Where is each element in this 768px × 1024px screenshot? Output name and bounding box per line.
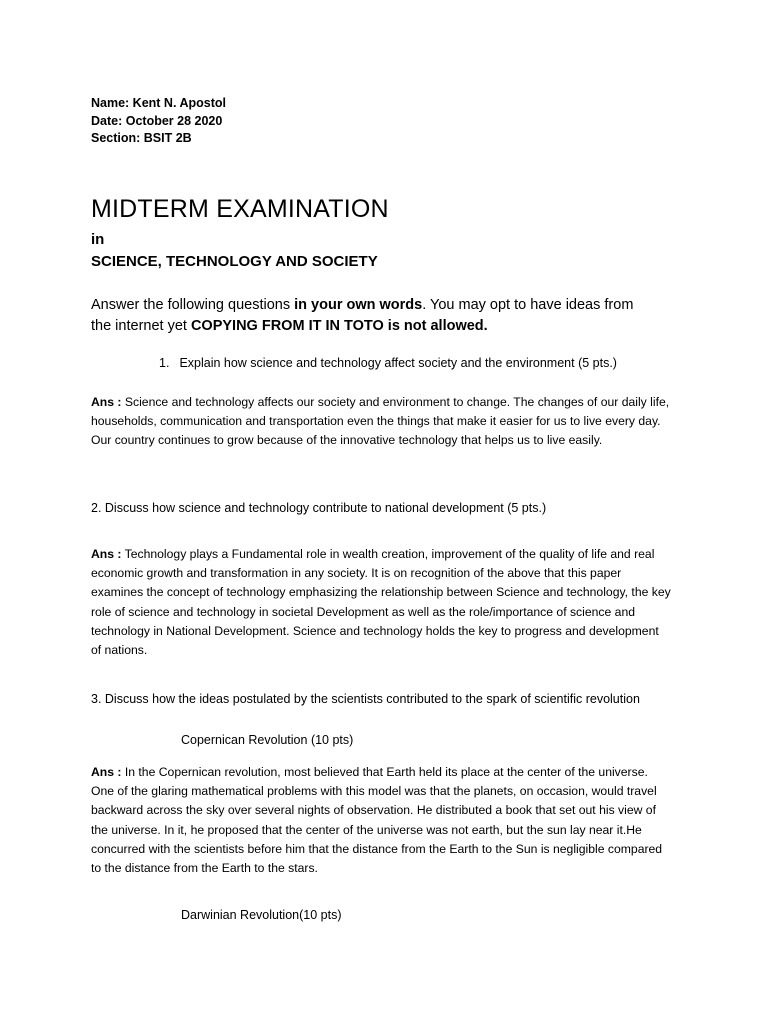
- student-section: Section: BSIT 2B: [91, 131, 192, 145]
- answer-text: In the Copernican revolution, most believed that Earth held its place at the center of the universe. One of the glaring mathematical problems with this model was that the planets, on occasion, would travel backward across the sky over several nights of observation. He distributed a book that set out his view of the universe. In it, he proposed that the center of the universe was not earth, but the sun lay near it.He concurred with the scientists before him that the distance from the Earth to the Sun is negligible compared to the distance from the Earth to the stars.: [91, 765, 663, 876]
- answer-1: [91, 393, 671, 451]
- answer-text: Science and technology affects our society and environment to change. The changes of our daily life, households, communication and transportation even the things that make it easier for us to live every day. Our country continues to grow because of the innovative technology that helps us to live easily.: [91, 395, 670, 448]
- question-number: 1.: [159, 356, 170, 370]
- instructions-emphasis: in your own words: [294, 297, 423, 313]
- question-3: 3. Discuss how the ideas postulated by the scientists contributed to the spark of scientific revolution: [91, 692, 640, 706]
- subject-title: SCIENCE, TECHNOLOGY AND SOCIETY: [91, 253, 378, 270]
- copernican-heading: Copernican Revolution (10 pts): [181, 733, 354, 747]
- exam-date: Date: October 28 2020: [91, 114, 223, 128]
- question-2: 2. Discuss how science and technology contribute to national development (5 pts.): [91, 501, 547, 515]
- answer-label: Ans :: [91, 765, 122, 779]
- student-name: Name: Kent N. Apostol: [91, 96, 226, 110]
- instructions-text: the internet yet: [91, 318, 191, 334]
- title-connector: in: [91, 231, 105, 248]
- answer-2: [91, 545, 671, 660]
- answer-label: Ans :: [91, 547, 122, 561]
- instructions-warning: COPYING FROM IT IN TOTO is not allowed.: [190, 318, 488, 334]
- question-1: [159, 354, 617, 372]
- answer-3-copernican: [91, 763, 671, 878]
- answer-text: Technology plays a Fundamental role in wealth creation, improvement of the quality of life and real economic growth and transformation in any society. It is on recognition of the above that this paper examines the concept of technology emphasizing the relationship between Science and technology, the key role of science and technology in societal Development as well as the role/importance of science and technology in National Development. Science and technology holds the key to progress and development of nations.: [91, 547, 671, 658]
- instructions-text: . You may opt to have ideas from: [422, 297, 634, 313]
- darwinian-heading: Darwinian Revolution(10 pts): [181, 908, 342, 922]
- instructions-line-1: [91, 295, 633, 316]
- page-title: MIDTERM EXAMINATION: [91, 195, 389, 223]
- instructions-line-2: [91, 316, 488, 337]
- instructions-text: Answer the following questions: [91, 297, 295, 313]
- answer-label: Ans :: [91, 395, 122, 409]
- question-text: Explain how science and technology affect society and the environment (5 pts.): [179, 356, 617, 370]
